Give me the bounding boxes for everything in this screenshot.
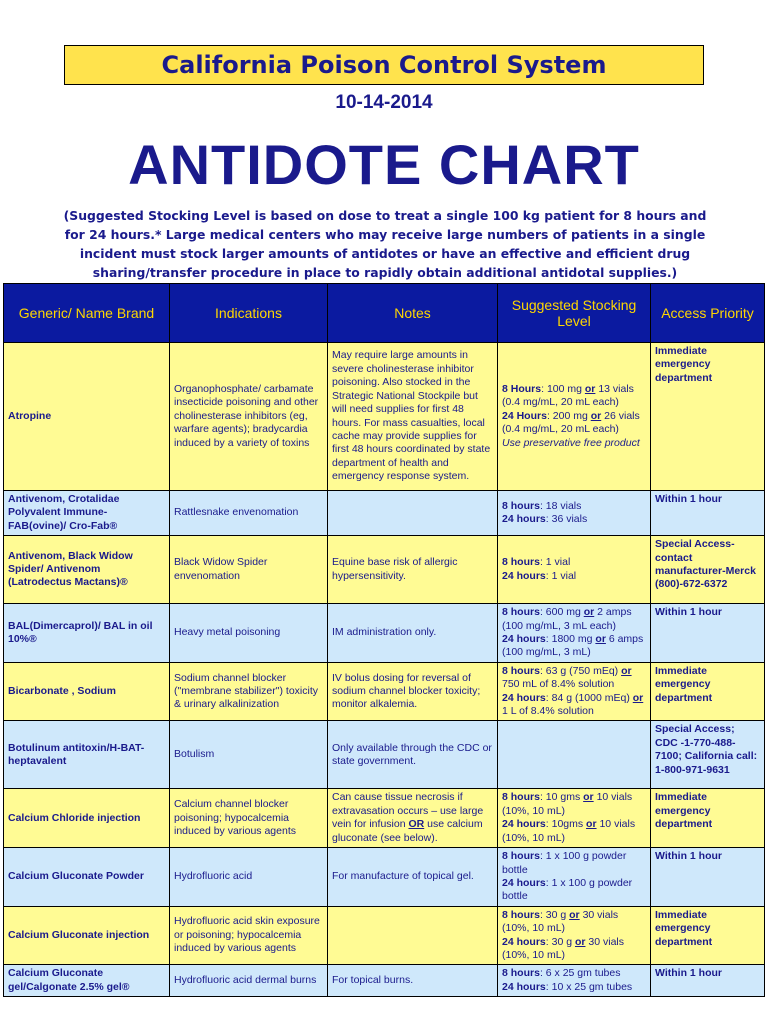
cell-name: Calcium Gluconate gel/Calgonate 2.5% gel® bbox=[4, 965, 170, 997]
col-header-indications: Indications bbox=[170, 284, 328, 343]
cell-name: Calcium Chloride injection bbox=[4, 789, 170, 848]
cell-indications: Heavy metal poisoning bbox=[170, 604, 328, 663]
cell-access: Within 1 hour bbox=[651, 965, 765, 997]
table-header-row bbox=[4, 284, 765, 343]
cell-access: Immediate emergency department bbox=[651, 343, 765, 491]
cell-access: Within 1 hour bbox=[651, 491, 765, 536]
cell-access: Immediate emergency department bbox=[651, 662, 765, 721]
cell-stocking: 8 hours: 63 g (750 mEq) or 750 mL of 8.4% solution 24 hours: 84 g (1000 mEq) or 1 L of 8.4% solution bbox=[498, 662, 651, 721]
cell-stocking: 8 hours: 1 x 100 g powder bottle 24 hours: 1 x 100 g powder bottle bbox=[498, 848, 651, 907]
table-row bbox=[4, 906, 765, 965]
cell-notes: Can cause tissue necrosis if extravasation occurs – use large vein for infusion OR use calcium gluconate (see below). bbox=[328, 789, 498, 848]
table-row bbox=[4, 848, 765, 907]
table-row bbox=[4, 662, 765, 721]
cell-stocking: 8 hours: 600 mg or 2 amps (100 mg/mL, 3 mL each) 24 hours: 1800 mg or 6 amps (100 mg/mL, 3 mL) bbox=[498, 604, 651, 663]
table-row bbox=[4, 965, 765, 997]
cell-stocking: 8 hours: 18 vials 24 hours: 36 vials bbox=[498, 491, 651, 536]
cell-stocking: 8 hours: 10 gms or 10 vials (10%, 10 mL) 24 hours: 10gms or 10 vials (10%, 10 mL) bbox=[498, 789, 651, 848]
col-header-name: Generic/ Name Brand bbox=[4, 284, 170, 343]
table-row bbox=[4, 491, 765, 536]
table-row bbox=[4, 721, 765, 789]
cell-notes: May require large amounts in severe cholinesterase inhibitor poisoning. Also stocked in the Strategic National Stockpile but will need supplies for first 48 hours. For mass casualties, local cache may provide supplies for first 48 hours coordinated by state department of health and emergency response system. bbox=[328, 343, 498, 491]
table-row bbox=[4, 536, 765, 604]
cell-notes: For topical burns. bbox=[328, 965, 498, 997]
cell-notes: Equine base risk of allergic hypersensitivity. bbox=[328, 536, 498, 604]
cell-name: Antivenom, Black Widow Spider/ Antivenom (Latrodectus Mactans)® bbox=[4, 536, 170, 604]
cell-access: Special Access; CDC -1-770-488-7100; California call: 1-800-971-9631 bbox=[651, 721, 765, 789]
cell-notes bbox=[328, 906, 498, 965]
cell-indications: Sodium channel blocker ("membrane stabilizer") toxicity & urinary alkalinization bbox=[170, 662, 328, 721]
cell-indications: Hydrofluoric acid bbox=[170, 848, 328, 907]
org-banner: California Poison Control System bbox=[64, 45, 704, 85]
cell-stocking: 8 hours: 30 g or 30 vials (10%, 10 mL) 24 hours: 30 g or 30 vials (10%, 10 mL) bbox=[498, 906, 651, 965]
cell-name: Botulinum antitoxin/H-BAT-heptavalent bbox=[4, 721, 170, 789]
cell-access: Special Access-contact manufacturer-Merck (800)-672-6372 bbox=[651, 536, 765, 604]
cell-name: Calcium Gluconate injection bbox=[4, 906, 170, 965]
table-row bbox=[4, 604, 765, 663]
chart-date: 10-14-2014 bbox=[335, 92, 433, 113]
table-row bbox=[4, 789, 765, 848]
cell-access: Immediate emergency department bbox=[651, 906, 765, 965]
cell-access: Immediate emergency department bbox=[651, 789, 765, 848]
cell-stocking bbox=[498, 721, 651, 789]
cell-notes: Only available through the CDC or state government. bbox=[328, 721, 498, 789]
table-row bbox=[4, 343, 765, 491]
cell-indications: Rattlesnake envenomation bbox=[170, 491, 328, 536]
intro-paragraph: (Suggested Stocking Level is based on dose to treat a single 100 kg patient for 8 hours and for 24 hours.* Large medical centers who may receive large numbers of patients in a single incident must stock larger amounts of antidotes or have an effective and efficient drug sharing/transfer procedure in place to rapidly obtain additional antidotal supplies.) bbox=[63, 208, 707, 280]
cell-indications: Black Widow Spider envenomation bbox=[170, 536, 328, 604]
cell-name: Antivenom, Crotalidae Polyvalent Immune-FAB(ovine)/ Cro-Fab® bbox=[4, 491, 170, 536]
cell-name: Atropine bbox=[4, 343, 170, 491]
cell-name: Bicarbonate , Sodium bbox=[4, 662, 170, 721]
page-title: ANTIDOTE CHART bbox=[128, 133, 640, 196]
cell-notes: IV bolus dosing for reversal of sodium channel blocker toxicity; monitor alkalemia. bbox=[328, 662, 498, 721]
cell-notes: For manufacture of topical gel. bbox=[328, 848, 498, 907]
cell-notes bbox=[328, 491, 498, 536]
cell-indications: Hydrofluoric acid skin exposure or poisoning; hypocalcemia induced by various agents bbox=[170, 906, 328, 965]
cell-stocking: 8 Hours: 100 mg or 13 vials (0.4 mg/mL, 20 mL each) 24 Hours: 200 mg or 26 vials (0.4 mg/mL, 20 mL each) Use preservative free product bbox=[498, 343, 651, 491]
cell-stocking: 8 hours: 6 x 25 gm tubes 24 hours: 10 x 25 gm tubes bbox=[498, 965, 651, 997]
cell-indications: Botulism bbox=[170, 721, 328, 789]
col-header-notes: Notes bbox=[328, 284, 498, 343]
cell-name: Calcium Gluconate Powder bbox=[4, 848, 170, 907]
col-header-access: Access Priority bbox=[651, 284, 765, 343]
cell-notes: IM administration only. bbox=[328, 604, 498, 663]
cell-stocking: 8 hours: 1 vial 24 hours: 1 vial bbox=[498, 536, 651, 604]
col-header-stocking: Suggested Stocking Level bbox=[498, 284, 651, 343]
cell-indications: Hydrofluoric acid dermal burns bbox=[170, 965, 328, 997]
cell-indications: Calcium channel blocker poisoning; hypocalcemia induced by various agents bbox=[170, 789, 328, 848]
cell-name: BAL(Dimercaprol)/ BAL in oil 10%® bbox=[4, 604, 170, 663]
cell-indications: Organophosphate/ carbamate insecticide poisoning and other cholinesterase inhibitors (eg, warfare agents); bradycardia induced by a variety of toxins bbox=[170, 343, 328, 491]
cell-access: Within 1 hour bbox=[651, 604, 765, 663]
cell-access: Within 1 hour bbox=[651, 848, 765, 907]
antidote-table bbox=[3, 283, 765, 997]
